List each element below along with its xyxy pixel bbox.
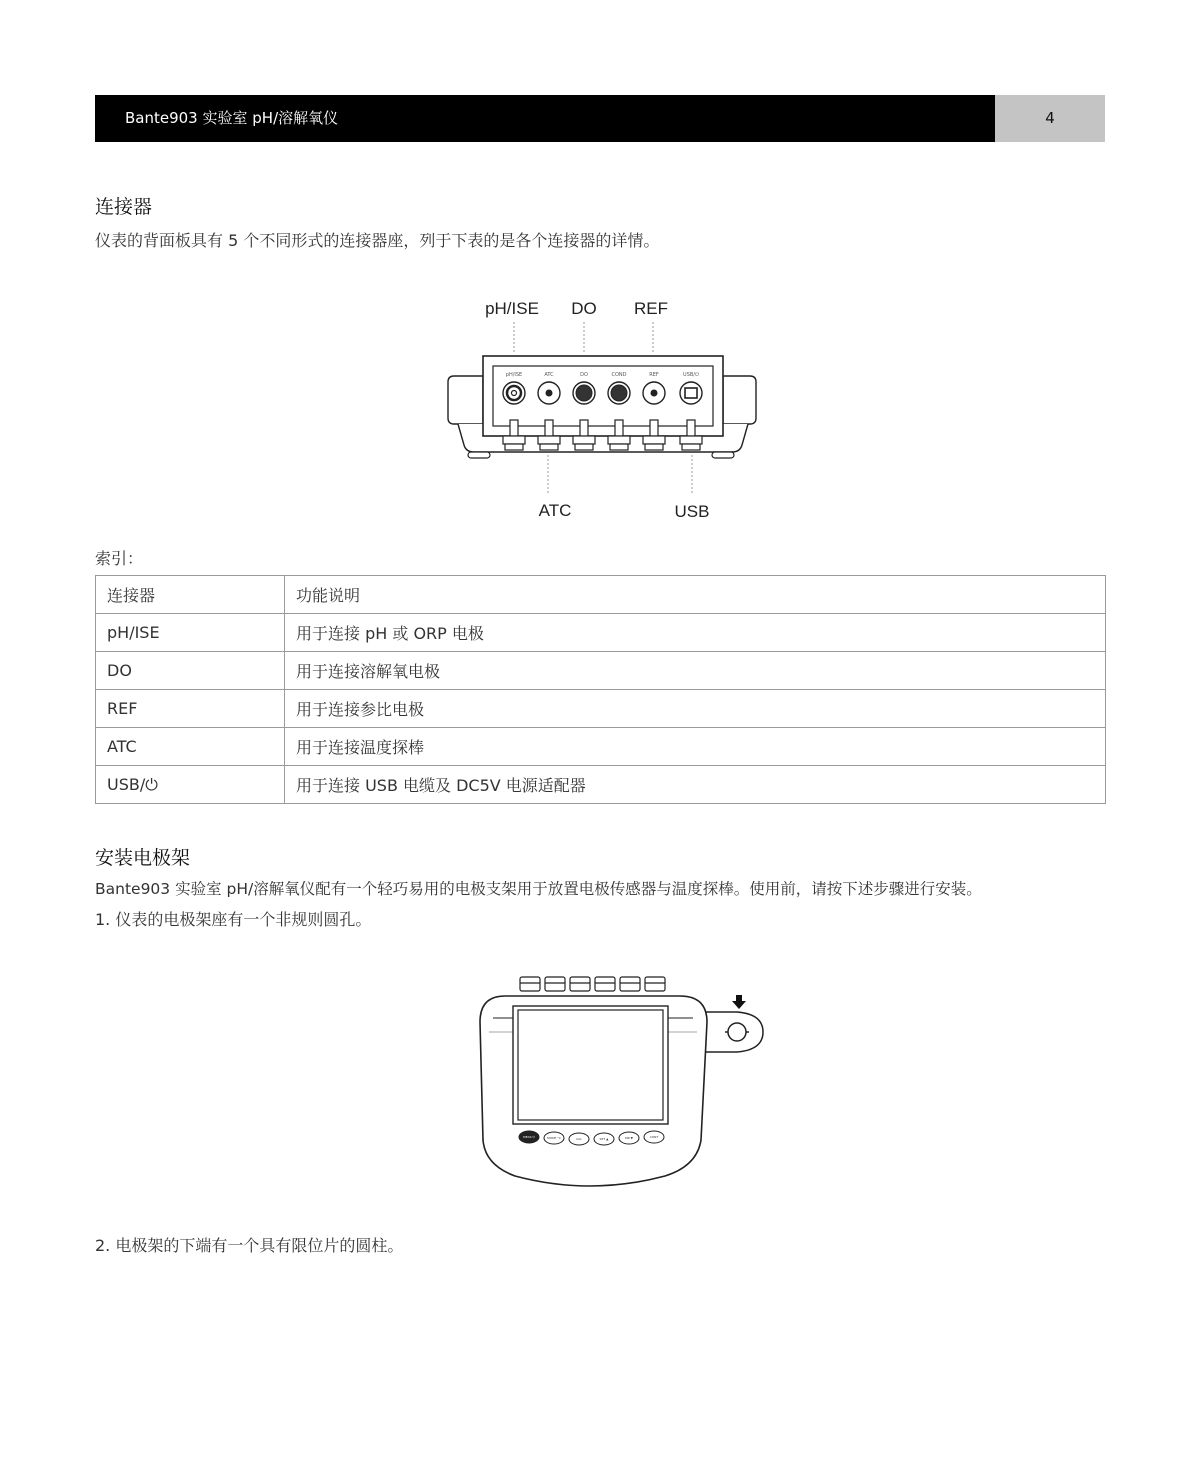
key-label-set: SET ▲ (599, 1137, 609, 1141)
arrow-down-icon (732, 995, 746, 1009)
port-label-cond: COND (611, 372, 627, 378)
connectors-intro: 仪表的背面板具有 5 个不同形式的连接器座，列于下表的是各个连接器的详情。 (95, 231, 660, 250)
page-number-box (995, 95, 1105, 142)
port-label-atc: ATC (544, 372, 554, 378)
connector-table (95, 575, 1106, 804)
header-title: Bante903 实验室 pH/溶解氧仪 (125, 109, 339, 127)
table-cell-connector: ATC (96, 728, 285, 766)
port-label-do: DO (580, 372, 588, 378)
table-row (96, 766, 1106, 804)
table-cell-description: 用于连接温度探棒 (285, 728, 1106, 766)
key-label-mr: MR ▼ (625, 1136, 633, 1140)
port-label-ref: REF (649, 372, 659, 378)
holder-step-2: 2. 电极架的下端有一个具有限位片的圆柱。 (95, 1236, 404, 1255)
table-row (96, 728, 1106, 766)
label-ph-ise: pH/ISE (485, 299, 539, 318)
key-label-cal: CAL (576, 1137, 582, 1141)
label-ref: REF (634, 299, 668, 318)
label-atc: ATC (538, 501, 572, 520)
table-header-row (96, 576, 1106, 614)
key-label-meas: MEAS ⏻ (523, 1135, 535, 1139)
key-label-mode: MODE °C (547, 1136, 561, 1140)
page-number: 4 (1045, 109, 1055, 127)
label-usb: USB (674, 502, 710, 521)
table-cell-connector: USB/⏻ (96, 766, 285, 804)
table-cell-description: 用于连接参比电极 (285, 690, 1106, 728)
port-label-ph: pH/ISE (505, 372, 523, 378)
meter-front-diagram (475, 970, 770, 1195)
table-cell-connector: REF (96, 690, 285, 728)
table-row (96, 652, 1106, 690)
label-do: DO (571, 299, 597, 318)
table-row (96, 690, 1106, 728)
rear-panel-diagram (440, 290, 770, 530)
table-cell-description: 用于连接溶解氧电极 (285, 652, 1106, 690)
table-header-connector: 连接器 (96, 576, 285, 614)
table-cell-description: 用于连接 pH 或 ORP 电极 (285, 614, 1106, 652)
page-header (95, 95, 1105, 142)
index-label: 索引： (95, 549, 144, 568)
port-label-usb: USB/⏻ (683, 372, 699, 378)
table-header-description: 功能说明 (285, 576, 1106, 614)
holder-heading: 安装电极架 (95, 847, 191, 869)
key-label-cont: CONT (649, 1135, 659, 1139)
table-cell-connector: DO (96, 652, 285, 690)
connectors-heading: 连接器 (95, 196, 153, 218)
table-cell-connector: pH/ISE (96, 614, 285, 652)
table-cell-description: 用于连接 USB 电缆及 DC5V 电源适配器 (285, 766, 1106, 804)
table-row (96, 614, 1106, 652)
holder-step-1: 1. 仪表的电极架座有一个非规则圆孔。 (95, 910, 372, 929)
holder-intro: Bante903 实验室 pH/溶解氧仪配有一个轻巧易用的电极支架用于放置电极传感器与温度探棒。使用前，请按下述步骤进行安装。 (95, 880, 982, 898)
